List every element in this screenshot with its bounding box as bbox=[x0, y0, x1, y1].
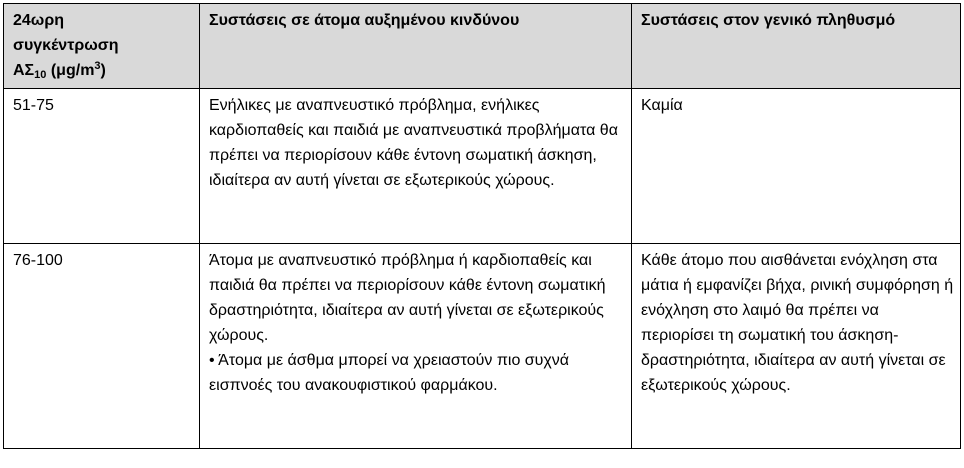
header-risk-groups: Συστάσεις σε άτομα αυξημένου κινδύνου bbox=[200, 4, 632, 89]
header-unit-open: (μg/m bbox=[46, 62, 95, 79]
header-concentration-line1: 24ωρη bbox=[13, 12, 64, 29]
risk-groups-bullet: • Άτομα με άσθμα μπορεί να χρειαστούν πιο συχνά εισπνοές του ανακουφιστικού φαρμάκου. bbox=[209, 352, 570, 394]
header-pm-subscript: 10 bbox=[34, 69, 47, 81]
general-text: Κάθε άτομο που αισθάνεται ενόχληση στα μάτια ή εμφανίζει βήχα, ρινική συμφόρηση ή ενόχληση στο λαιμό θα πρέπει να περιορίσει τη σωματική του άσκηση- δραστηριότητα, ιδιαίτερα αν αυτή γίνεται σε εξωτερικούς χώρους. bbox=[641, 252, 954, 394]
header-unit-superscript: 3 bbox=[94, 60, 101, 72]
cell-range: 51-75 bbox=[4, 89, 200, 244]
cell-risk-groups bbox=[200, 89, 632, 244]
table-row bbox=[4, 89, 961, 244]
header-concentration bbox=[4, 4, 200, 89]
header-pm-label: ΑΣ bbox=[13, 62, 35, 79]
risk-groups-text: Άτομα με αναπνευστικό πρόβλημα ή καρδιοπαθείς και παιδιά θα πρέπει να περιορίσουν κάθε έντονη σωματική δραστηριότητα, ιδιαίτερα αν αυτή γίνεται σε εξωτερικούς χώρους. bbox=[209, 252, 606, 344]
header-unit-close: ) bbox=[100, 62, 106, 79]
cell-general bbox=[632, 244, 961, 449]
cell-general: Καμία bbox=[632, 89, 961, 244]
header-concentration-line2: συγκέντρωση bbox=[13, 37, 119, 54]
cell-range: 76-100 bbox=[4, 244, 200, 449]
recommendations-table bbox=[3, 3, 961, 449]
table-row bbox=[4, 244, 961, 449]
table-header-row bbox=[4, 4, 961, 89]
risk-groups-text: Ενήλικες με αναπνευστικό πρόβλημα, ενήλικες καρδιοπαθείς και παιδιά με αναπνευστικά προβλήματα θα πρέπει να περιορίσουν κάθε έντονη σωματική άσκηση, ιδιαίτερα αν αυτή γίνεται σε εξωτερικούς χώρους. bbox=[209, 97, 618, 189]
cell-risk-groups bbox=[200, 244, 632, 449]
header-general-population: Συστάσεις στον γενικό πληθυσμό bbox=[632, 4, 961, 89]
